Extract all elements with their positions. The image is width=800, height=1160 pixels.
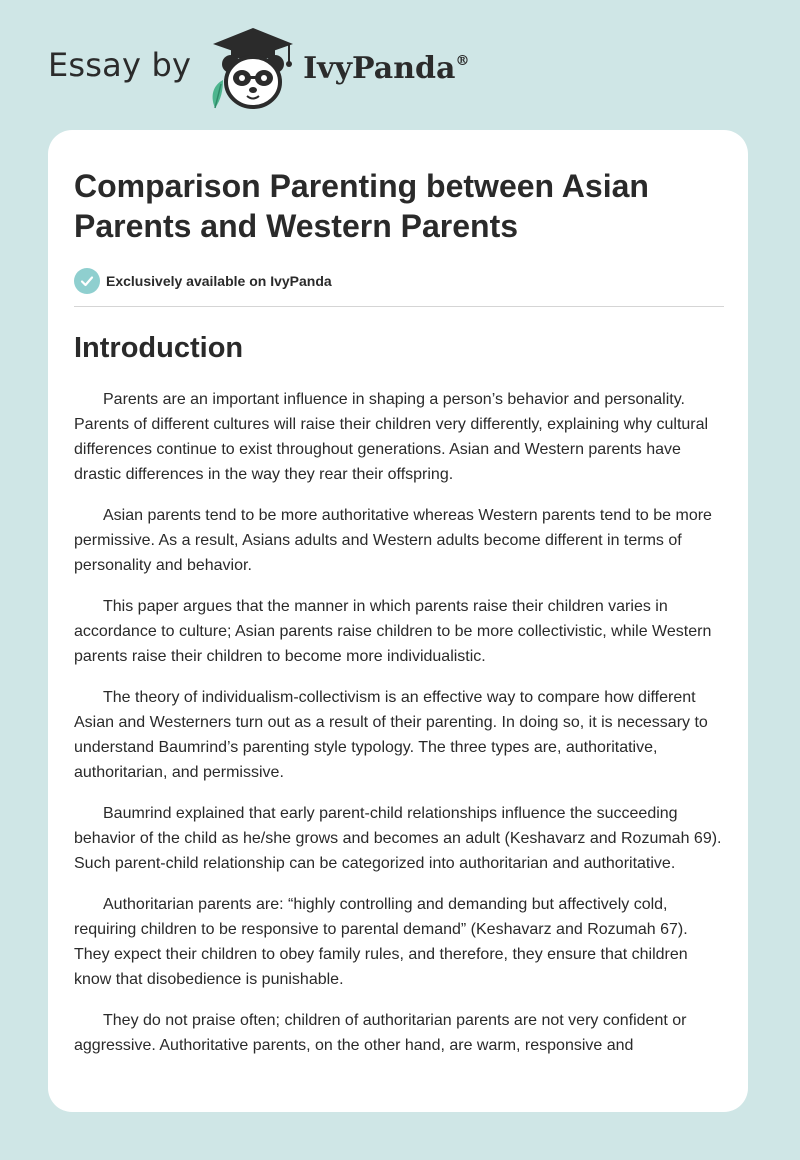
section-heading: Introduction	[74, 332, 244, 364]
essay-body	[74, 387, 722, 1058]
paragraph: They do not praise often; children of authoritarian parents are not very confident or aggressive. Authoritative parents, on the other hand, are warm, responsive and	[74, 1012, 687, 1054]
site-header	[48, 28, 748, 118]
brand-name[interactable]	[303, 51, 469, 86]
exclusive-label: Exclusively available on IvyPanda	[106, 273, 332, 289]
paragraph: This paper argues that the manner in which parents raise their children varies in accordance to culture; Asian parents raise children to be more collectivistic, while Western parents raise their children to become more individualistic.	[74, 598, 712, 665]
check-icon	[74, 268, 100, 294]
paragraph: Baumrind explained that early parent-child relationships influence the succeeding behavior of the child as he/she grows and becomes an adult (Keshavarz and Rozumah 69). Such parent-child relationship can be categorized into authoritarian and authoritative.	[74, 805, 722, 872]
page-title: Comparison Parenting between Asian Parents and Western Parents	[74, 168, 649, 244]
paragraph: Asian parents tend to be more authoritative whereas Western parents tend to be more permissive. As a result, Asians adults and Western adults become different in terms of personality and behavior.	[74, 507, 712, 574]
divider	[74, 306, 724, 307]
paragraph: Authoritarian parents are: “highly controlling and demanding but affectively cold, requiring children to be responsive to parental demand” (Keshavarz and Rozumah 67). They expect their children to obey family rules, and therefore, they ensure that children know that disobedience is punishable.	[74, 896, 688, 988]
essay-card	[48, 130, 748, 1112]
brand-text: IvyPanda	[303, 50, 456, 86]
exclusive-badge	[74, 268, 722, 294]
paragraph: The theory of individualism-collectivism is an effective way to compare how different Asian and Westerners turn out as a result of their parenting. In doing so, it is necessary to understand Baumrind’s parenting style typology. The three types are, authoritative, authoritarian, and permissive.	[74, 689, 708, 781]
paragraph: Parents are an important influence in shaping a person’s behavior and personality. Parents of different cultures will raise their children very differently, explaining why cultural differences continue to exist throughout generations. Asian and Western parents have drastic differences in the way they rear their offspring.	[74, 391, 709, 483]
registered-mark: ®	[455, 52, 470, 69]
panda-logo-icon[interactable]	[205, 24, 301, 114]
essay-by-label: Essay by	[48, 46, 192, 84]
